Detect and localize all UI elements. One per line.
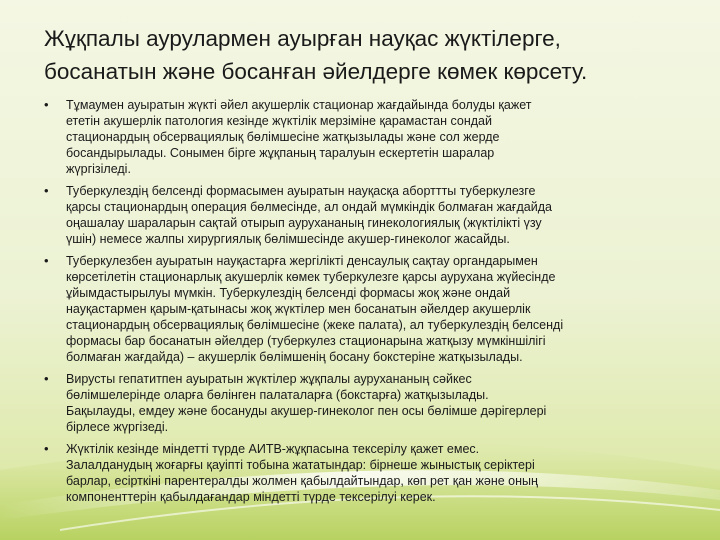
bullet-text-line: Жүктілік кезінде міндетті түрде АИТВ-жұқпасына тексерілу қажет емес.	[66, 442, 480, 456]
bullet-text-line: Бақылауды, емдеу және босануды акушер-гинеколог пен осы бөлімше дәрігерлері	[66, 404, 547, 418]
bullet-list	[44, 97, 684, 511]
bullet-text-line: босандырылады. Сонымен бірге жұқпаның таралуын ескертетін шаралар	[66, 146, 495, 160]
bullet-text-line: қарсы стационардың операция бөлмесінде, ал ондай мүмкіндік болмаған жағдайда	[66, 200, 552, 214]
bullet-text-line: Залалданудың жоғарғы қауіпті тобына жататындар: бірнеше жыныстық серіктері	[66, 458, 535, 472]
bullet-text-line: оңашалау шараларын сақтай отырып аурухананың гинекологиялық (жүктілікті үзу	[66, 216, 542, 230]
bullet-text-line: Вирусты гепатитпен ауыратын жүктілер жұқпалы аурухананың сәйкес	[66, 372, 472, 386]
bullet-marker: •	[44, 371, 49, 386]
bullet-marker: •	[44, 441, 49, 456]
bullet-text-line: бөлімшелерінде оларға бөлінген палаталарға (бокстарға) жатқызылады.	[66, 388, 489, 402]
bullet-text-line: компоненттерін қабылдағандар міндетті түрде тексерілуі керек.	[66, 490, 436, 504]
bullet-item	[44, 253, 684, 365]
slide-title	[44, 22, 684, 88]
bullet-text-line: үшін) немесе жалпы хирургиялық бөлімшесінде акушер-гинеколог жасайды.	[66, 232, 510, 246]
bullet-text-line: стационардың обсервациялық бөлімшесіне (жеке палата), ал туберкулездің белсенді	[66, 318, 564, 332]
bullet-text-line: Туберкулездің белсенді формасымен ауыратын науқасқа аборттты туберкулезге	[66, 184, 536, 198]
bullet-item	[44, 441, 684, 505]
bullet-text-line: Туберкулезбен ауыратын науқастарға жергілікті денсаулық сақтау органдарымен	[66, 254, 538, 268]
bullet-item	[44, 371, 684, 435]
bullet-item	[44, 183, 684, 247]
bullet-text-line: болмаған жағдайда) – акушерлік бөлімшенің босану бокстеріне жатқызылады.	[66, 350, 523, 364]
bullet-text-line: стационардың обсервациялық бөлімшесіне жатқызылады және сол жерде	[66, 130, 500, 144]
title-line: босанатын және босанған әйелдерге көмек көрсету.	[44, 59, 588, 84]
bullet-text-line: формасы бар босанатын әйелдер (туберкулез стационарына жатқызу мүмкіншілігі	[66, 334, 546, 348]
bullet-text-line: Тұмаумен ауыратын жүкті әйел акушерлік стационар жағдайында болуды қажет	[66, 98, 532, 112]
bullet-marker: •	[44, 253, 49, 268]
bullet-text-line: көрсетілетін стационарлық акушерлік көмек туберкулезге қарсы аурухана жүйесінде	[66, 270, 556, 284]
bullet-text-line: ететін акушерлік патология кезінде жүктілік мерзіміне қарамастан сондай	[66, 114, 492, 128]
bullet-text-line: науқастармен қарым-қатынасы жоқ жүктілер мен босанатын әйелдер акушерлік	[66, 302, 531, 316]
bullet-item	[44, 97, 684, 177]
bullet-marker: •	[44, 97, 49, 112]
title-line: Жұқпалы аурулармен ауырған науқас жүктілерге,	[44, 26, 561, 51]
bullet-text-line: бірлесе жүргізеді.	[66, 420, 169, 434]
bullet-text-line: жүргізіледі.	[66, 162, 131, 176]
bullet-text-line: ұйымдастырылуы мүмкін. Туберкулездің белсенді формасы жоқ және ондай	[66, 286, 511, 300]
bullet-text-line: барлар, есірткіні парентералды жолмен қабылдайтындар, көп рет қан және оның	[66, 474, 538, 488]
bullet-marker: •	[44, 183, 49, 198]
